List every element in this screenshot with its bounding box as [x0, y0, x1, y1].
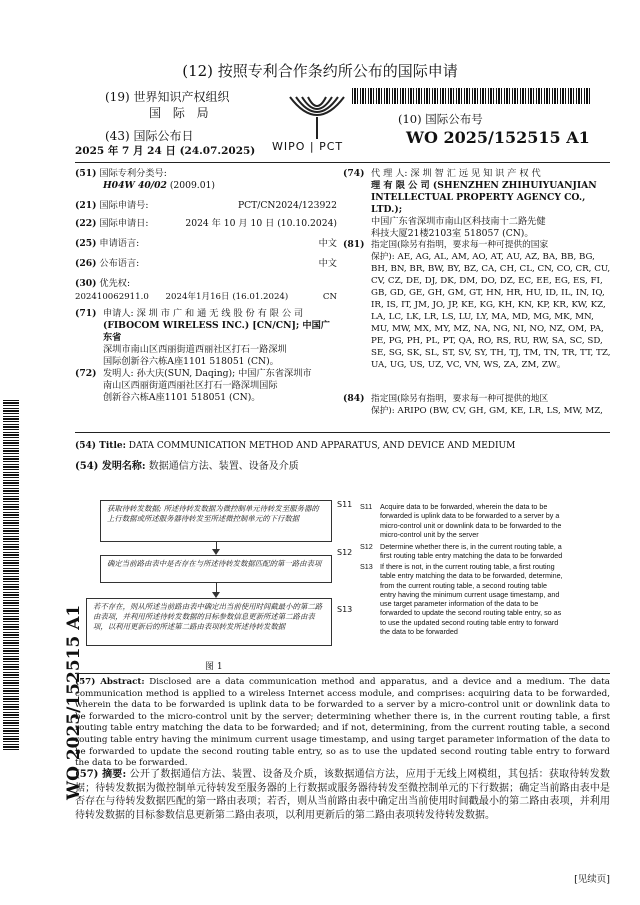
field-81-designated-states: (81) 指定国(除另有指明，要求每一种可提供的国家 保护): AE, AG, AL, AM, AO, AT, AU, AZ, BA, BB, BG, BH, BN, BR, BW, BY, BZ, CA, CH, CL, CN, CO, CR, CU, CV, CZ, DE, DJ, DK, DM, DO, DZ, EC, EE, EG, ES, FI, GB, GD, GE, GH, GM, GT, HN, HR, HU, ID, IL, IN, IQ, IR, IS, IT, JM, JO, JP, KE, KG, KH, KN, KP, KR, KW, KZ, LA, LC, LK, LR, LS, LU, LY, MA, MD, MG, MK, MN, MU, MW, MX, MY, MZ, NA, NG, NI, NO, NZ, OM, PA, PE, PG, PH, PL, PT, QA, RO, RS, RU, RW, SA, SC, SD, SE, SG, SK, SL, ST, SV, SY, TH, TJ, TM, TN, TR, TT, TZ, UA, UG, US, UZ, VC, VN, WS, ZA, ZM, ZW。	[343, 239, 611, 370]
figure-caption: 图 1	[205, 662, 223, 672]
flow-step-s11-label: S11	[337, 500, 353, 509]
section-divider	[75, 432, 610, 433]
field-26: (26) 公布语言: 中文	[75, 258, 337, 269]
application-date: 2024 年 10 月 10 日 (10.10.2024)	[185, 218, 337, 229]
publication-date: 2025 年 7 月 24 日 (24.07.2025)	[75, 145, 256, 157]
field-84-regional: (84) 指定国(除另有指明，要求每一种可提供的地区 保护): ARIPO (BW, CV, GH, GM, KE, LR, LS, MW, MZ,	[343, 393, 603, 416]
field-74-agent: (74) 代 理 人: 深 圳 智 汇 远 见 知 识 产 权 代 理 有 限 公 司 (SHENZHEN ZHIHUIYUANJIAN INTELLECTUAL PROPERTY AGENCY CO., LTD.); 中国广东省深圳市南山区科技南十二路先健 科技大厦21楼2103室 518057 (CN)。	[343, 168, 597, 239]
organization-bureau: 国 际 局	[149, 106, 213, 120]
document-kind-title: (12) 按照专利合作条约所公布的国际申请	[182, 62, 458, 80]
barcode-top-icon	[352, 88, 592, 104]
publication-number: WO 2025/152515 A1	[406, 128, 590, 147]
field-25: (25) 申请语言: 中文	[75, 238, 337, 249]
field-72-inventor: (72) 发明人: 孙大庆(SUN, Daqing); 中国广东省深圳市 南山区西丽街道西丽社区打石一路深圳国际 创新谷六栋A座1101 518051 (CN)。	[75, 368, 312, 403]
application-number: PCT/CN2024/123922	[237, 200, 337, 211]
flow-step-s12-label: S12	[337, 548, 353, 557]
field-22: (22) 国际申请日: 2024 年 10 月 10 日 (10.10.2024)	[75, 218, 337, 229]
header-divider	[75, 162, 610, 163]
bibliographic-left-column	[75, 168, 337, 438]
abstract-english: (57) Abstract: Disclosed are a data communication method and apparatus, and a device and a medium. The data communication method is applied to a wireless Internet access module, and comprises: acquiring data to be forwarded, wherein the data to be forwarded is uplink data to be forwarded to a server by a micro-control unit or downlink data to be forwarded to the micro-control unit by the server; determining whether there is, in the current routing table, a first routing table entry matching the data to be forwarded; and if not, determining, from the current routing table, a second routing table entry having the minimum current usage timestamp, and using target parameter information of the data to be forwarded to update the second routing table entry, so as to use the updated second routing table entry to forward the data to be forwarded.	[75, 677, 610, 769]
title-english: (54) Title: DATA COMMUNICATION METHOD AND APPARATUS, AND DEVICE AND MEDIUM	[75, 441, 516, 451]
field-21: (21) 国际申请号: PCT/CN2024/123922	[75, 200, 337, 211]
side-publication-number: WO 2025/152515 A1	[64, 604, 84, 800]
publication-number-label: (10) 国际公布号	[398, 112, 483, 126]
organization-name: (19) 世界知识产权组织	[105, 90, 230, 104]
field-71-applicant: (71) 申请人: 深 圳 市 广 和 通 无 线 股 份 有 限 公 司 (FIBOCOM WIRELESS INC.) [CN/CN]; 中国广东省 深圳市南山区西丽街道西丽社区打石一路深圳 国际创新谷六栋A座1101 518051 (CN)。	[75, 308, 330, 367]
wipo-logo-icon	[280, 93, 354, 141]
field-51: (51) 国际专利分类号:	[75, 168, 167, 179]
flow-step-s12-box: 确定当前路由表中是否存在与所述待转发数据匹配的第一路由表项	[100, 555, 332, 583]
title-chinese: (54) 发明名称: 数据通信方法、装置、设备及介质	[75, 461, 299, 472]
abstract-chinese: (57) 摘要: 公开了数据通信方法、装置、设备及介质，该数据通信方法，应用于无线上网模组，其包括：获取待转发数据；待转发数据为微控制单元待转发至服务器的上行数据或服务器待转发至微控制单元的下行数据；确定当前路由表中是否存在与待转发数据匹配的第一路由表项；若否，则从当前路由表中确定出当前使用时间戳最小的第二路由表项，并利用待转发数据的目标参数信息更新第二路由表项，以利用更新后的第二路由表项转发待转发数据。	[75, 769, 610, 821]
barcode-side-icon	[3, 400, 19, 750]
priority-entry: 202410062911.0 2024年1月16日 (16.01.2024) CN	[75, 292, 337, 302]
ipc-classification: H04W 40/02 (2009.01)	[103, 180, 216, 191]
section-divider	[75, 673, 610, 674]
bibliographic-right-column	[343, 168, 611, 428]
flow-step-s13-box: 若不存在，则从所述当前路由表中确定出当前使用时间截最小的第二路由表项，并利用所述待转发数据的目标参数信息更新所述第二路由表项，以利用更新后的所述第二路由表项转发所述待转发数据	[86, 598, 332, 646]
flow-step-s11-box: 获取待转发数据; 所述待转发数据为微控制单元待转发至服务器的上行数据或所述服务器待转发至所述微控制单元的下行数据	[100, 500, 332, 542]
figure-legend-s13: S13 If there is not, in the current routing table, a first routing table entry matching the data to be forwarded, determine, from the current routing table, a second routing table entry having the minimum current usage timestamp, and use target parameter information of the data to be forwarded to update the second routing table entry, so as to use the updated second routing table entry to forward the data to be forwarded	[360, 562, 563, 637]
publication-date-label: (43) 国际公布日	[105, 129, 194, 143]
figure-legend-s12: S12 Determine whether there is, in the current routing table, a first routing table entry matching the data to be forwarded	[360, 542, 563, 561]
flow-step-s13-label: S13	[337, 605, 353, 614]
wipo-pct-wordmark: WIPO | PCT	[272, 140, 344, 153]
field-30: (30) 优先权:	[75, 278, 131, 289]
continued-on-next-page: [见续页]	[574, 874, 610, 885]
figure-legend-s11: S11 Acquire data to be forwarded, wherein the data to be forwarded is uplink data to be forwarded to a server by a micro-control unit or downlink data to be forwarded to the micro-control unit by the server	[360, 502, 562, 539]
